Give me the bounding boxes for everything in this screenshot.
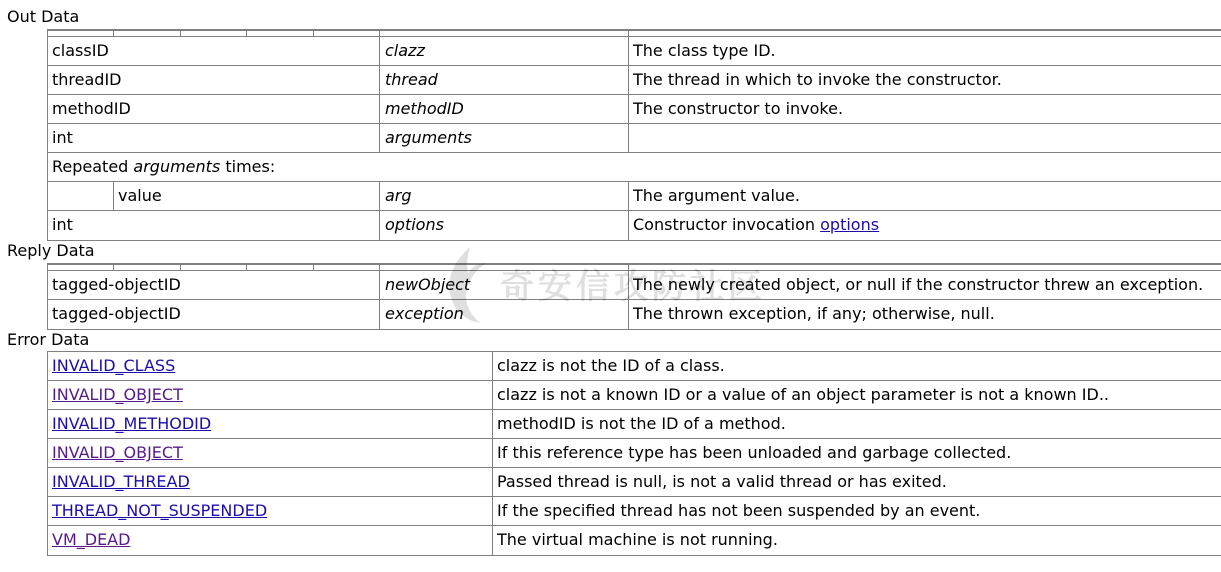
error-code-link[interactable]: THREAD_NOT_SUSPENDED [52,501,268,520]
error-row [47,525,1221,556]
error-code-link[interactable]: VM_DEAD [52,530,131,549]
error-code-link[interactable]: INVALID_THREAD [52,472,190,491]
out-data-heading: Out Data [7,7,80,26]
param-type: classID [52,41,109,60]
param-name: thread [385,70,438,89]
error-code-link[interactable]: INVALID_OBJECT [52,385,183,404]
param-type: tagged-objectID [52,275,181,294]
repeated-suffix: times: [220,157,276,176]
options-link[interactable]: options [820,215,880,234]
param-type: threadID [52,70,122,89]
param-name: methodID [385,99,464,118]
out-data-row-repeated [47,152,1221,182]
param-description: The argument value. [633,186,800,205]
param-type: int [52,128,73,147]
error-row [47,496,1221,526]
param-description [628,211,1221,240]
error-description: The virtual machine is not running. [497,530,778,549]
repeated-italic: arguments [133,157,221,176]
repeated-prefix: Repeated [52,157,134,176]
param-type: methodID [52,99,131,118]
reply-data-row-exception [47,299,1221,330]
out-data-row-options [47,210,1221,241]
param-description: The thrown exception, if any; otherwise, null. [633,304,995,323]
error-description: clazz is not a known ID or a value of an object parameter is not a known ID.. [497,385,1109,404]
error-row [47,467,1221,497]
error-row [47,380,1221,410]
error-description: Passed thread is null, is not a valid thread or has exited. [497,472,947,491]
error-description: clazz is not the ID of a class. [497,356,725,375]
param-description: The constructor to invoke. [633,99,844,118]
options-desc-prefix: Constructor invocation [633,215,821,234]
error-code-link[interactable]: INVALID_OBJECT [52,443,183,462]
error-row [47,409,1221,439]
param-type: tagged-objectID [52,304,181,323]
out-data-row-value [47,181,1221,211]
watermark-text: 奇安信攻防社区 [500,267,766,307]
reply-data-row-newobject [47,270,1221,300]
error-row [47,351,1221,381]
error-row [47,438,1221,468]
param-name: clazz [385,41,425,60]
param-description: The class type ID. [633,41,776,60]
error-description: methodID is not the ID of a method. [497,414,786,433]
error-code-link[interactable]: INVALID_CLASS [52,356,176,375]
param-type: int [52,215,73,234]
out-data-row-arguments [47,123,1221,153]
error-data-heading: Error Data [7,330,90,349]
param-name: options [385,215,444,234]
param-name: newObject [385,275,471,294]
out-data-row-classid [47,36,1221,66]
param-type: value [118,186,162,205]
out-data-row-threadid [47,65,1221,95]
param-name: exception [385,304,464,323]
param-description: The newly created object, or null if the constructor threw an exception. [633,275,1204,294]
param-name: arguments [385,128,472,147]
error-description: If the specified thread has not been suspended by an event. [497,501,981,520]
error-code-link[interactable]: INVALID_METHODID [52,414,212,433]
error-description: If this reference type has been unloaded and garbage collected. [497,443,1012,462]
param-description [628,124,1221,153]
reply-data-heading: Reply Data [7,241,95,260]
param-name: arg [385,186,412,205]
out-data-row-methodid [47,94,1221,124]
param-description: The thread in which to invoke the constructor. [633,70,1002,89]
repeated-label [47,153,1221,182]
